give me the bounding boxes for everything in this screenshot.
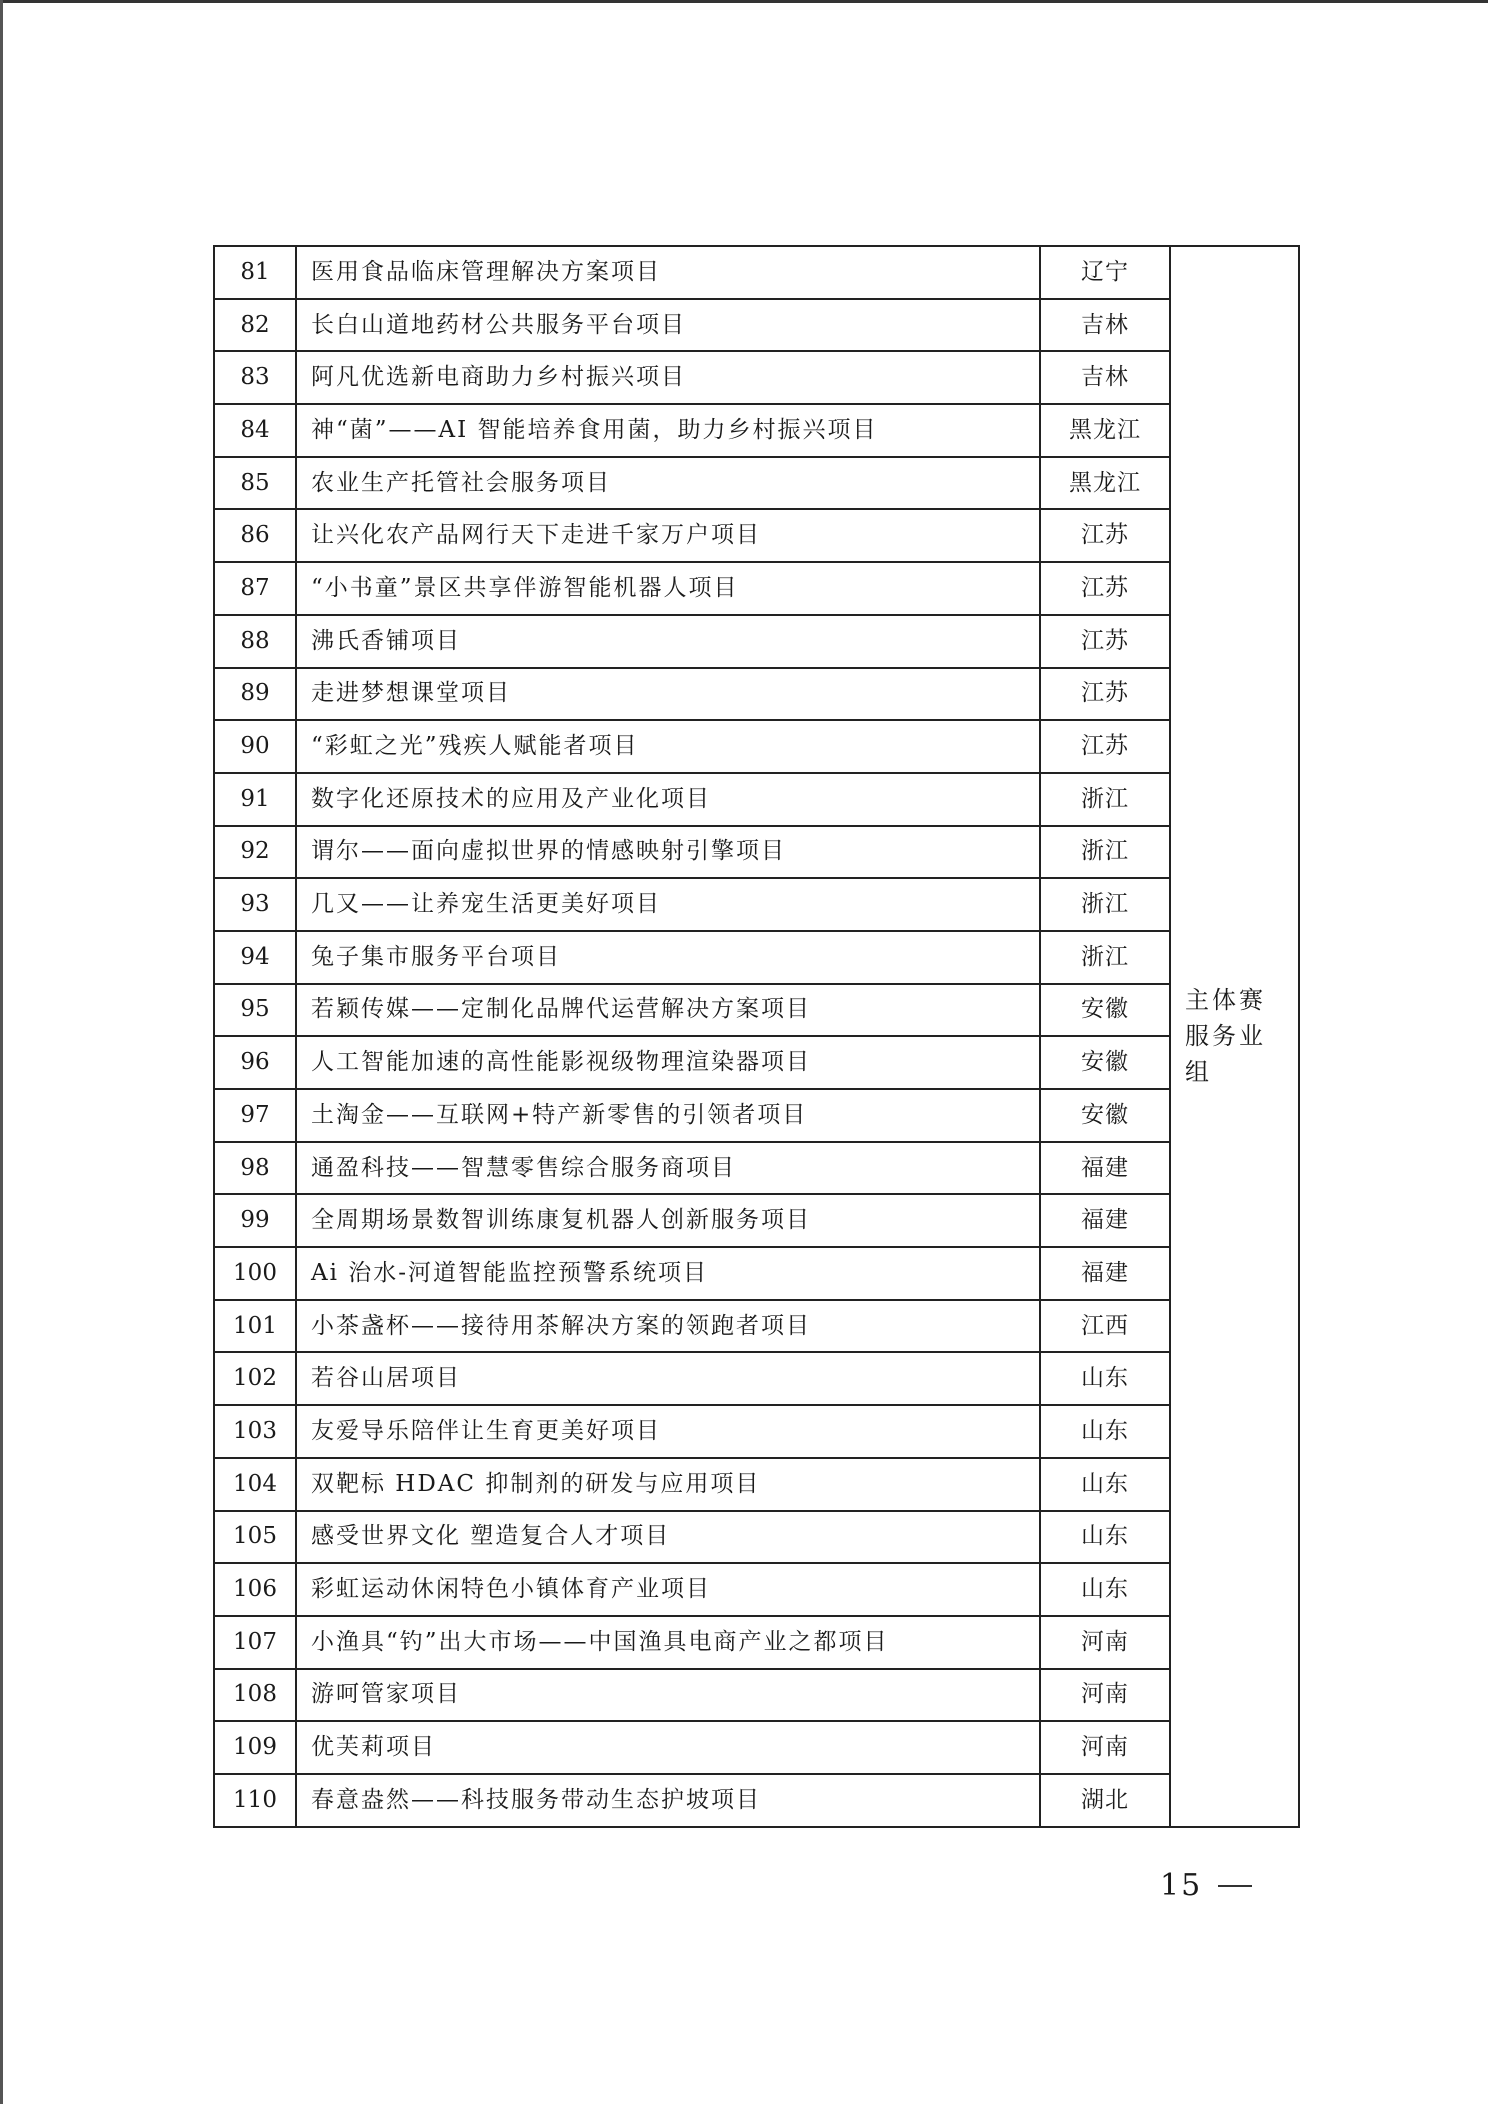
project-name: 农业生产托管社会服务项目	[296, 457, 1040, 510]
row-number: 92	[214, 826, 296, 879]
project-name: 医用食品临床管理解决方案项目	[296, 246, 1040, 299]
project-name: 走进梦想课堂项目	[296, 668, 1040, 721]
table-row	[214, 1458, 1299, 1511]
row-number: 87	[214, 562, 296, 615]
province: 江苏	[1040, 562, 1170, 615]
table-row	[214, 1089, 1299, 1142]
row-number: 108	[214, 1669, 296, 1722]
project-name: 阿凡优选新电商助力乡村振兴项目	[296, 351, 1040, 404]
project-name: 小渔具“钓”出大市场——中国渔具电商产业之都项目	[296, 1616, 1040, 1669]
province: 江苏	[1040, 720, 1170, 773]
table-row	[214, 878, 1299, 931]
project-name: 春意盎然——科技服务带动生态护坡项目	[296, 1774, 1040, 1827]
province: 江西	[1040, 1300, 1170, 1353]
project-name: 若颖传媒——定制化品牌代运营解决方案项目	[296, 984, 1040, 1037]
project-name: 兔子集市服务平台项目	[296, 931, 1040, 984]
table-row	[214, 299, 1299, 352]
province: 安徽	[1040, 1036, 1170, 1089]
project-name: 若谷山居项目	[296, 1352, 1040, 1405]
project-name: 长白山道地药材公共服务平台项目	[296, 299, 1040, 352]
province: 黑龙江	[1040, 457, 1170, 510]
table-row	[214, 509, 1299, 562]
project-name: 感受世界文化 塑造复合人才项目	[296, 1511, 1040, 1564]
province: 浙江	[1040, 773, 1170, 826]
project-table-container	[213, 245, 1298, 1827]
table-row	[214, 1300, 1299, 1353]
province: 山东	[1040, 1352, 1170, 1405]
province: 山东	[1040, 1511, 1170, 1564]
table-row	[214, 457, 1299, 510]
table-row	[214, 246, 1299, 299]
row-number: 99	[214, 1194, 296, 1247]
table-row	[214, 1774, 1299, 1827]
province: 江苏	[1040, 509, 1170, 562]
row-number: 110	[214, 1774, 296, 1827]
table-row	[214, 1721, 1299, 1774]
province: 山东	[1040, 1563, 1170, 1616]
project-name: 友爱导乐陪伴让生育更美好项目	[296, 1405, 1040, 1458]
province: 黑龙江	[1040, 404, 1170, 457]
table-row	[214, 1142, 1299, 1195]
table-row	[214, 562, 1299, 615]
row-number: 85	[214, 457, 296, 510]
row-number: 106	[214, 1563, 296, 1616]
province: 山东	[1040, 1405, 1170, 1458]
row-number: 96	[214, 1036, 296, 1089]
table-row	[214, 615, 1299, 668]
scan-edge-left	[0, 0, 3, 2104]
province: 吉林	[1040, 299, 1170, 352]
project-name: 游呵管家项目	[296, 1669, 1040, 1722]
province: 福建	[1040, 1194, 1170, 1247]
table-row	[214, 1511, 1299, 1564]
row-number: 101	[214, 1300, 296, 1353]
row-number: 88	[214, 615, 296, 668]
row-number: 82	[214, 299, 296, 352]
project-name: 人工智能加速的高性能影视级物理渲染器项目	[296, 1036, 1040, 1089]
project-table-body	[214, 246, 1299, 1827]
table-row	[214, 720, 1299, 773]
table-row	[214, 668, 1299, 721]
table-row	[214, 1405, 1299, 1458]
province: 浙江	[1040, 931, 1170, 984]
province: 江苏	[1040, 668, 1170, 721]
province: 福建	[1040, 1142, 1170, 1195]
province: 江苏	[1040, 615, 1170, 668]
project-name: 全周期场景数智训练康复机器人创新服务项目	[296, 1194, 1040, 1247]
row-number: 81	[214, 246, 296, 299]
row-number: 97	[214, 1089, 296, 1142]
project-name: 通盈科技——智慧零售综合服务商项目	[296, 1142, 1040, 1195]
row-number: 84	[214, 404, 296, 457]
project-name: “小书童”景区共享伴游智能机器人项目	[296, 562, 1040, 615]
row-number: 83	[214, 351, 296, 404]
row-number: 93	[214, 878, 296, 931]
province: 河南	[1040, 1616, 1170, 1669]
project-name: 优芙莉项目	[296, 1721, 1040, 1774]
page-number: 15	[1160, 1868, 1203, 1903]
project-name: 让兴化农产品网行天下走进千家万户项目	[296, 509, 1040, 562]
project-name: 几又——让养宠生活更美好项目	[296, 878, 1040, 931]
table-row	[214, 826, 1299, 879]
project-name: 双靶标 HDAC 抑制剂的研发与应用项目	[296, 1458, 1040, 1511]
province: 湖北	[1040, 1774, 1170, 1827]
project-name: 彩虹运动休闲特色小镇体育产业项目	[296, 1563, 1040, 1616]
table-row	[214, 404, 1299, 457]
project-name: 小茶盏杯——接待用茶解决方案的领跑者项目	[296, 1300, 1040, 1353]
row-number: 89	[214, 668, 296, 721]
province: 安徽	[1040, 984, 1170, 1037]
competition-group: 主体赛服务业组	[1170, 246, 1299, 1827]
row-number: 100	[214, 1247, 296, 1300]
project-name: 土淘金——互联网+特产新零售的引领者项目	[296, 1089, 1040, 1142]
page-number-dash	[1218, 1885, 1252, 1887]
project-name: 神“菌”——AI 智能培养食用菌，助力乡村振兴项目	[296, 404, 1040, 457]
project-name: Ai 治水-河道智能监控预警系统项目	[296, 1247, 1040, 1300]
table-row	[214, 1352, 1299, 1405]
project-name: 谓尔——面向虚拟世界的情感映射引擎项目	[296, 826, 1040, 879]
project-name: 数字化还原技术的应用及产业化项目	[296, 773, 1040, 826]
table-row	[214, 984, 1299, 1037]
table-row	[214, 351, 1299, 404]
table-row	[214, 1669, 1299, 1722]
province: 辽宁	[1040, 246, 1170, 299]
province: 福建	[1040, 1247, 1170, 1300]
row-number: 104	[214, 1458, 296, 1511]
row-number: 102	[214, 1352, 296, 1405]
province: 浙江	[1040, 826, 1170, 879]
row-number: 90	[214, 720, 296, 773]
province: 吉林	[1040, 351, 1170, 404]
province: 河南	[1040, 1721, 1170, 1774]
row-number: 95	[214, 984, 296, 1037]
table-row	[214, 773, 1299, 826]
province: 浙江	[1040, 878, 1170, 931]
row-number: 91	[214, 773, 296, 826]
table-row	[214, 1616, 1299, 1669]
row-number: 94	[214, 931, 296, 984]
row-number: 109	[214, 1721, 296, 1774]
scan-edge-top	[0, 0, 1488, 3]
province: 安徽	[1040, 1089, 1170, 1142]
province: 河南	[1040, 1669, 1170, 1722]
row-number: 98	[214, 1142, 296, 1195]
row-number: 86	[214, 509, 296, 562]
table-row	[214, 1194, 1299, 1247]
table-row	[214, 1563, 1299, 1616]
project-name: “彩虹之光”残疾人赋能者项目	[296, 720, 1040, 773]
table-row	[214, 1036, 1299, 1089]
project-name: 沸氏香铺项目	[296, 615, 1040, 668]
row-number: 105	[214, 1511, 296, 1564]
table-row	[214, 931, 1299, 984]
project-table	[213, 245, 1300, 1828]
table-row	[214, 1247, 1299, 1300]
province: 山东	[1040, 1458, 1170, 1511]
row-number: 103	[214, 1405, 296, 1458]
row-number: 107	[214, 1616, 296, 1669]
